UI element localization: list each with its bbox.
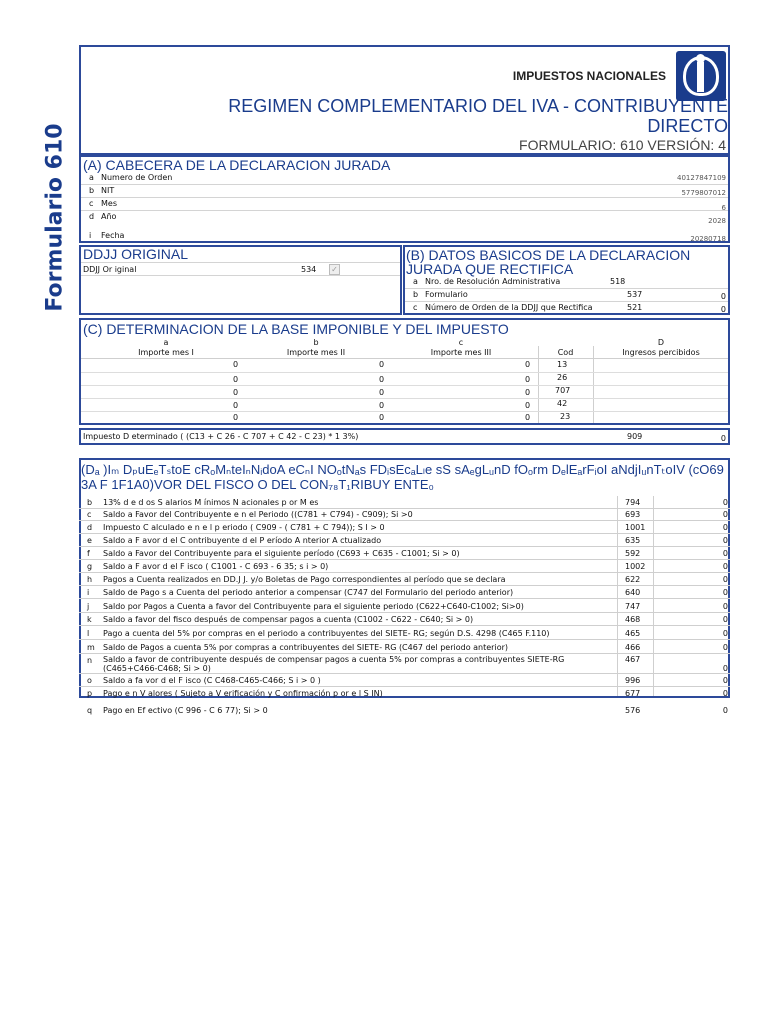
field-value[interactable]: 0 — [720, 292, 726, 301]
col-header-c: c Importe mes III — [430, 338, 492, 357]
col-header-b: b Importe mes II — [286, 338, 346, 357]
section-b-title: (B) DATOS BASICOS DE LA DECLARACION JURADA QUE RECTIFICA — [406, 247, 691, 277]
form-header — [79, 45, 730, 155]
field-value[interactable]: 20280718 — [690, 235, 726, 243]
table-row: c Saldo a Favor del Contribuyente e n el Periodo ((C781 + C794) - C909); Si >0 693 0 — [79, 508, 730, 521]
field-value[interactable]: 40127847109 — [677, 174, 726, 182]
list-item: a Numero de Orden 40127847109 — [81, 172, 728, 185]
section-d-title-line1: (Dₐ )Iₘ DₚuEₑTₛtoE cRₒMₙteIₙNᵢdoA eCₙI NOₒtNₐs FDᵢsEcₐLₗe sS sAₑgLᵤnD fOₒrm DₑlEₐrFᵢoI aNdjIᵤnTₜoIV (cO69 — [81, 463, 724, 477]
field-value[interactable]: 0 — [720, 305, 726, 314]
table-row: 0 0 0 42 — [81, 399, 728, 412]
table-row: f Saldo a Favor del Contribuyente para el siguiente período (C693 + C635 - C1001; Si > 0) 592 0 — [79, 547, 730, 560]
ddjj-checkbox[interactable]: ✓ — [329, 264, 340, 275]
table-row: i Saldo de Pago s a Cuenta del periodo anterior a compensar (C747 del Formulario del periodo anterior) 640 0 — [79, 586, 730, 599]
page-title: REGIMEN COMPLEMENTARIO DEL IVA - CONTRIBUYENTE DIRECTO — [228, 96, 728, 136]
ddjj-code: 534 — [301, 265, 317, 274]
table-row: 0 0 0 13 — [81, 360, 728, 373]
table-row: h Pagos a Cuenta realizados en DD.J J. y/o Boletas de Pago correspondientes al período que se declara 622 0 — [79, 573, 730, 586]
table-row: e Saldo a F avor d el C ontribuyente d el P eríodo A nterior A ctualizado 635 0 — [79, 534, 730, 547]
list-item: c Número de Orden de la DDJJ que Rectifica 521 0 — [413, 303, 726, 314]
table-row: b 13% d e d os S alarios M ínimos N acionales p or M es 794 0 — [79, 496, 730, 509]
impuestos-logo-icon — [676, 51, 726, 101]
ddjj-label: DDJJ Or iginal — [83, 265, 137, 274]
list-item: b Formulario 537 0 — [405, 289, 728, 302]
list-item: i Fecha 20280718 — [89, 231, 726, 243]
ddjj-title: DDJJ ORIGINAL — [83, 246, 189, 262]
field-value[interactable]: 2028 — [708, 217, 726, 225]
table-row: d Impuesto C alculado e n e l p eriodo ( C909 - ( C781 + C 794)); S I > 0 1001 0 — [79, 521, 730, 534]
ddjj-original-box — [79, 245, 402, 315]
section-c — [79, 318, 730, 425]
table-row: 0 0 0 707 — [81, 386, 728, 399]
form-side-title: Formulario 610 — [42, 123, 68, 312]
list-item: d Año 2028 — [89, 212, 726, 225]
impuesto-value[interactable]: 0 — [720, 434, 726, 443]
table-row: p Pago e n V alores ( Sujeto a V erificación y C onfirmación p or e l S IN) 677 0 — [87, 689, 728, 698]
section-b — [403, 245, 730, 315]
table-row: g Saldo a F avor d el F isco ( C1001 - C 693 - 6 35; s i > 0) 1002 0 — [79, 560, 730, 573]
section-d-rows — [79, 496, 730, 716]
col-header-d: D Ingresos percibidos — [622, 338, 700, 357]
field-value[interactable]: 6 — [721, 204, 726, 212]
table-row: q Pago en Ef ectivo (C 996 - C 6 77); Si > 0 576 0 — [87, 706, 728, 715]
table-row: k Saldo a favor del fisco después de compensar pagos a cuenta (C1002 - C622 - C640; Si > 0) 468 0 — [79, 613, 730, 626]
col-header-cod: Cod — [557, 348, 574, 357]
table-row: l Pago a cuenta del 5% por compras en el periodo a contribuyentes del SIETE- RG; según D.S. 4298 (C465 F.110) 465 0 — [79, 627, 730, 640]
form-version: FORMULARIO: 610 VERSIÓN: 4 — [519, 137, 726, 153]
section-c-title: (C) DETERMINACION DE LA BASE IMPONIBLE Y DEL IMPUESTO — [83, 321, 509, 337]
section-a — [79, 155, 730, 243]
section-a-title: (A) CABECERA DE LA DECLARACION JURADA — [83, 157, 391, 173]
impuesto-label: Impuesto D eterminado ( (C13 + C 26 - C 707 + C 42 - C 23) * 1 3%) — [83, 432, 359, 441]
field-value[interactable]: 5779807012 — [681, 189, 726, 197]
table-row: 0 0 0 26 — [81, 373, 728, 386]
impuesto-determinado-row — [79, 428, 730, 445]
section-d-title-line2: 3A F 1F1A0)VOR DEL FISCO O DEL CON₇₈T₁RIBUY ENTE₀ — [81, 478, 434, 492]
table-row: n Saldo a favor de contribuyente después de compensar pagos a cuenta 5% por compras a contribuyentes SIETE-RG (C465+C466-C468; Si > 0) 467 0 — [79, 654, 730, 674]
table-row: 0 0 0 23 — [233, 412, 571, 422]
table-row: m Saldo de Pagos a cuenta 5% por compras a contribuyentes del SIETE- RG (C467 del periodo anterior) 466 0 — [79, 641, 730, 654]
table-row: j Saldo por Pagos a Cuenta a favor del Contribuyente para el siguiente periodo (C622+C640-C1002; Si>0) 747 0 — [79, 600, 730, 613]
list-item: a Nro. de Resolución Administrativa 518 — [405, 276, 728, 289]
table-row: o Saldo a fa vor d el F isco (C C468-C465-C466; S i > 0 ) 996 0 — [79, 674, 730, 687]
col-header-a: a Importe mes I — [138, 338, 194, 357]
brand-name: IMPUESTOS NACIONALES — [512, 69, 666, 83]
list-item: c Mes 6 — [81, 198, 728, 211]
list-item: b NIT 5779807012 — [81, 185, 728, 198]
impuesto-code: 909 — [627, 432, 643, 441]
